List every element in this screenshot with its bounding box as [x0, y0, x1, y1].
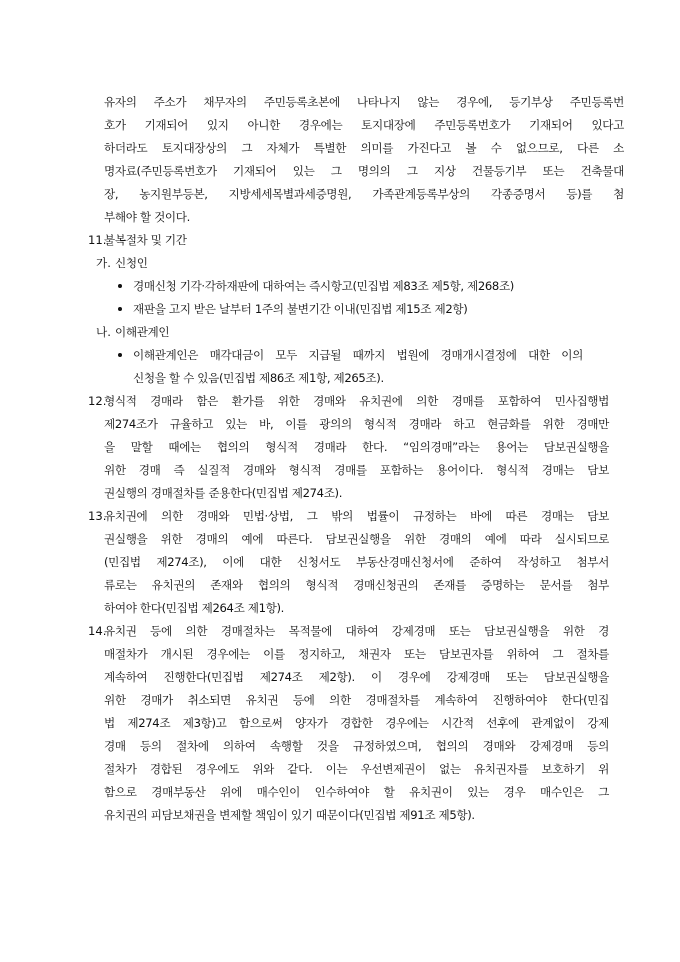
- item-number: 11.: [88, 233, 107, 247]
- item-line: 계속하여 진행한다(민집법 제274조 제2항). 이 경우에 강제경매 또는 담보권실행을: [104, 670, 609, 684]
- bullet-icon: [118, 284, 122, 288]
- item-line: 위한 경매 즉 실질적 경매와 형식적 경매를 포함하는 용어이다. 형식적 경매는 담보: [104, 463, 609, 477]
- item-line: 제274조가 규율하고 있는 바, 이를 광의의 형식적 경매라 하고 현금화를 위한 경매만: [104, 417, 609, 431]
- bullet-text: 경매신청 기각·각하재판에 대하여는 즉시항고(민집법 제83조 제5항, 제268조): [133, 279, 514, 293]
- bullet-text: 신청을 할 수 있음(민집법 제86조 제1항, 제265조).: [133, 371, 384, 385]
- item-line: 하여야 한다(민집법 제264조 제1항).: [104, 601, 284, 615]
- item-line: 유치권 등에 의한 경매절차는 목적물에 대하여 강제경매 또는 담보권실행을 위한 경: [104, 624, 609, 638]
- bullet-icon: [118, 307, 122, 311]
- item-line: 권실행을 위한 경매의 예에 따른다. 담보권실행을 위한 경매의 예에 따라 실시되므로: [104, 532, 609, 546]
- item-number: 14.: [88, 624, 107, 638]
- item-line: 매절차가 개시된 경우에는 이를 정지하고, 채권자 또는 담보권자를 위하여 그 절차를: [104, 647, 609, 661]
- item-line: 유치권에 의한 경매와 민법·상법, 그 밖의 법률이 규정하는 바에 따른 경매는 담보: [104, 509, 609, 523]
- bullet-icon: [118, 353, 122, 357]
- item-line: 을 말할 때에는 협의의 형식적 경매라 한다. “임의경매”라는 용어는 담보권실행을: [104, 440, 609, 454]
- intro-line: 호가 기재되어 있지 아니한 경우에는 토지대장에 주민등록번호가 기재되어 있다고: [104, 118, 624, 132]
- intro-line: 명자료(주민등록번호가 기재되어 있는 그 명의의 그 지상 건물등기부 또는 건축물대: [104, 164, 624, 178]
- bullet-text: 이해관계인은 매각대금이 모두 지급될 때까지 법원에 경매개시결정에 대한 이의: [133, 348, 583, 362]
- item-number: 13.: [88, 509, 107, 523]
- item-line: 함으로 경매부동산 위에 매수인이 인수하여야 할 유치권이 있는 경우 매수인은 그: [104, 785, 609, 799]
- item-line: 형식적 경매라 함은 환가를 위한 경매와 유치권에 의한 경매를 포함하여 민사집행법: [104, 394, 609, 408]
- item-line: 류로는 유치권의 존재와 협의의 형식적 경매신청권의 존재를 증명하는 문서를 첨부: [104, 578, 609, 592]
- sub-marker: 나.: [96, 325, 111, 339]
- bullet-text: 재판을 고지 받은 날부터 1주의 불변기간 이내(민집법 제15조 제2항): [133, 302, 468, 316]
- intro-line: 부해야 할 것이다.: [104, 210, 190, 224]
- item-line: 경매 등의 절차에 의하여 속행할 것을 규정하였으며, 협의의 경매와 강제경매 등의: [104, 739, 609, 753]
- item-line: 법 제274조 제3항)고 함으로써 양자가 경합한 경우에는 시간적 선후에 관계없이 강제: [104, 716, 609, 730]
- item-line: 유치권의 피담보채권을 변제할 책임이 있기 때문이다(민집법 제91조 제5항).: [104, 808, 475, 822]
- item-line: (민집법 제274조), 이에 대한 신청서도 부동산경매신청서에 준하여 작성하고 첨부서: [104, 555, 609, 569]
- item-title: 불복절차 및 기간: [104, 233, 187, 247]
- item-line: 위한 경매가 취소되면 유치권 등에 의한 경매절차를 계속하여 진행하여야 한다(민집: [104, 693, 609, 707]
- item-number: 12.: [88, 394, 107, 408]
- sub-label: 이해관계인: [115, 325, 170, 339]
- intro-line: 하더라도 토지대장상의 그 자체가 특별한 의미를 가진다고 볼 수 없으므로, 다른 소: [104, 141, 624, 155]
- item-line: 절차가 경합된 경우에도 위와 같다. 이는 우선변제권이 없는 유치권자를 보호하기 위: [104, 762, 609, 776]
- intro-line: 유자의 주소가 채무자의 주민등록초본에 나타나지 않는 경우에, 등기부상 주민등록번: [104, 95, 624, 109]
- item-line: 권실행의 경매절차를 준용한다(민집법 제274조).: [104, 486, 343, 500]
- sub-marker: 가.: [96, 256, 111, 270]
- intro-line: 장, 농지원부등본, 지방세세목별과세증명원, 가족관계등록부상의 각종증명서 등)를 첨: [104, 187, 624, 201]
- sub-label: 신청인: [115, 256, 148, 270]
